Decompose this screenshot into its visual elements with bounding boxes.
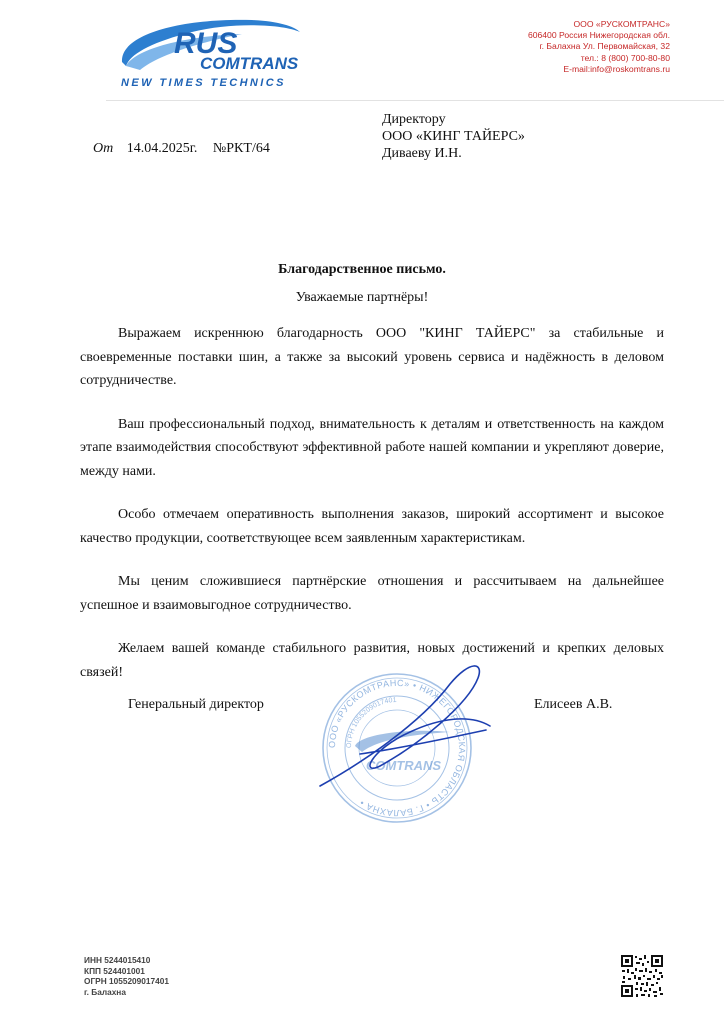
company-contact-block [528, 19, 670, 75]
addressee-name: Диваеву И.Н. [382, 146, 462, 161]
paragraph: Ваш профессиональный подход, внимательность к деталям и ответственность на каждом этапе взаимодействия способствуют эффективной работе нашей компании и укрепляют доверие, между нами. [80, 416, 664, 479]
letter-greeting: Уважаемые партнёры! [295, 290, 429, 305]
paragraph: Желаем вашей команде стабильного развития, новых достижений и крепких деловых связей! [80, 641, 664, 680]
addressee-company: ООО «КИНГ ТАЙЕРС» [382, 129, 525, 144]
header-divider [106, 100, 724, 101]
logo-tagline: NEW TIMES TECHNICS [121, 77, 286, 89]
company-name: ООО «РУСКОМТРАНС» [573, 19, 670, 29]
svg-text:COMTRANS: COMTRANS [366, 758, 442, 773]
paragraph: Мы ценим сложившиеся партнёрские отношения и рассчитываем на дальнейшее успешное и взаимовыгодное сотрудничество. [80, 574, 664, 613]
company-email[interactable]: E-mail:info@roskomtrans.ru [563, 63, 670, 74]
company-address-line1: 606400 Россия Нижегородская обл. [527, 30, 670, 41]
company-city: г. Балахна [84, 986, 126, 997]
svg-text:COMTRANS: COMTRANS [200, 54, 299, 73]
kpp-number: КПП 524401001 [84, 965, 145, 976]
letter-title: Благодарственное письмо. [278, 262, 446, 277]
company-address-line2: г. Балахна Ул. Первомайская, 32 [539, 41, 670, 52]
svg-text:ОГРН 1055209017401: ОГРН 1055209017401 [345, 696, 397, 749]
addressee-position: Директору [382, 112, 446, 127]
paragraph: Выражаем искреннюю благодарность ООО "КИНГ ТАЙЕРС" за стабильные и своевременные поставки шин, а также за высокий уровень сервиса и надёжность в деловом сотрудничестве. [80, 326, 664, 388]
qr-code-icon[interactable] [620, 954, 664, 998]
letter-body [80, 322, 664, 704]
svg-text:ООО «РУСКОМТРАНС» • НИЖЕГОРОДС: ООО «РУСКОМТРАНС» • НИЖЕГОРОДСКАЯ ОБЛАСТЬ • Г. БАЛАХНА • [326, 677, 468, 819]
paragraph: Особо отмечаем оперативность выполнения заказов, широкий ассортимент и высокое качество продукции, соответствующее всем заявленным характеристикам. [80, 507, 664, 546]
company-seal-icon [300, 654, 495, 834]
company-registration-block [84, 955, 169, 997]
signatory-position: Генеральный директор [128, 697, 264, 712]
document-date-line [93, 141, 270, 157]
signatory-name: Елисеев А.В. [534, 697, 613, 712]
ogrn-number: ОГРН 1055209017401 [84, 976, 169, 987]
company-phone: тел.: 8 (800) 700-80-80 [580, 52, 670, 63]
inn-number: ИНН 5244015410 [84, 955, 151, 965]
addressee-block [382, 111, 525, 162]
document-date: 14.04.2025г. [126, 141, 198, 156]
from-label: От [93, 141, 114, 156]
document-number: №РКТ/64 [212, 141, 270, 156]
svg-text:RUS: RUS [174, 27, 238, 60]
